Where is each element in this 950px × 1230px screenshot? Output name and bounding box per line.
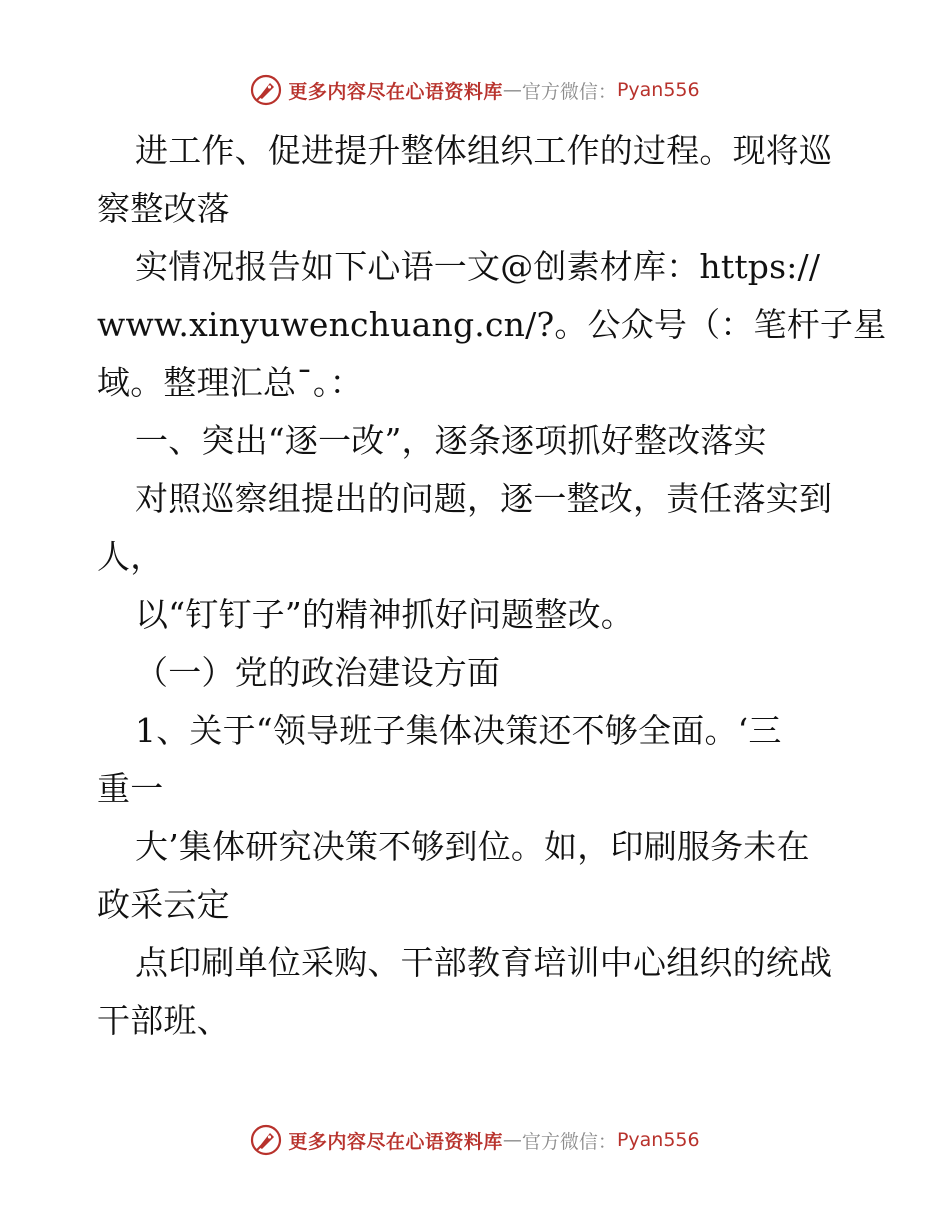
pen-nib-logo-icon <box>250 74 282 106</box>
pen-nib-logo-icon <box>250 1124 282 1156</box>
subsection-heading: （一）党的政治建设方面 <box>135 653 501 692</box>
banner-wechat-label: 官方微信： <box>521 1130 617 1153</box>
body-line: 察整改落 <box>97 189 230 228</box>
body-line: 点印刷单位采购、干部教育培训中心组织的统战 <box>135 943 833 982</box>
body-line: 政采云定 <box>97 885 230 924</box>
header-banner <box>0 70 950 110</box>
body-line: 进工作、促进提升整体组织工作的过程。现将巡 <box>135 131 833 170</box>
body-line: 域。整理汇总¯。： <box>97 363 363 402</box>
banner-wechat-label: 官方微信： <box>521 80 617 103</box>
banner-site-text: 更多内容尽在心语资料库 <box>288 80 503 103</box>
banner-wechat-account: Pyan556 <box>616 1129 700 1151</box>
document-body <box>97 122 887 1050</box>
banner-site-text: 更多内容尽在心语资料库 <box>288 1130 503 1153</box>
banner-separator: — <box>502 79 522 101</box>
body-line: 大’集体研究决策不够到位。如，印刷服务未在 <box>135 827 810 866</box>
body-line: 以“钉钉子”的精神抓好问题整改。 <box>135 595 634 634</box>
banner-separator: — <box>502 1129 522 1151</box>
body-line: 1、关于“领导班子集体决策还不够全面。‘三 <box>135 711 782 750</box>
banner-wechat-account: Pyan556 <box>616 79 700 101</box>
section-heading: 一、突出“逐一改”，逐条逐项抓好整改落实 <box>135 421 767 460</box>
body-line: 干部班、 <box>97 1001 230 1040</box>
body-line: 对照巡察组提出的问题，逐一整改，责任落实到 <box>135 479 833 518</box>
body-line: 重一 <box>97 769 164 808</box>
body-line: www.xinyuwenchuang.cn/?。公众号（：笔杆子星 <box>97 305 887 344</box>
body-line: 人， <box>97 537 164 576</box>
body-line: 实情况报告如下心语一文@创素材库：https:// <box>135 247 821 286</box>
footer-banner <box>0 1120 950 1160</box>
